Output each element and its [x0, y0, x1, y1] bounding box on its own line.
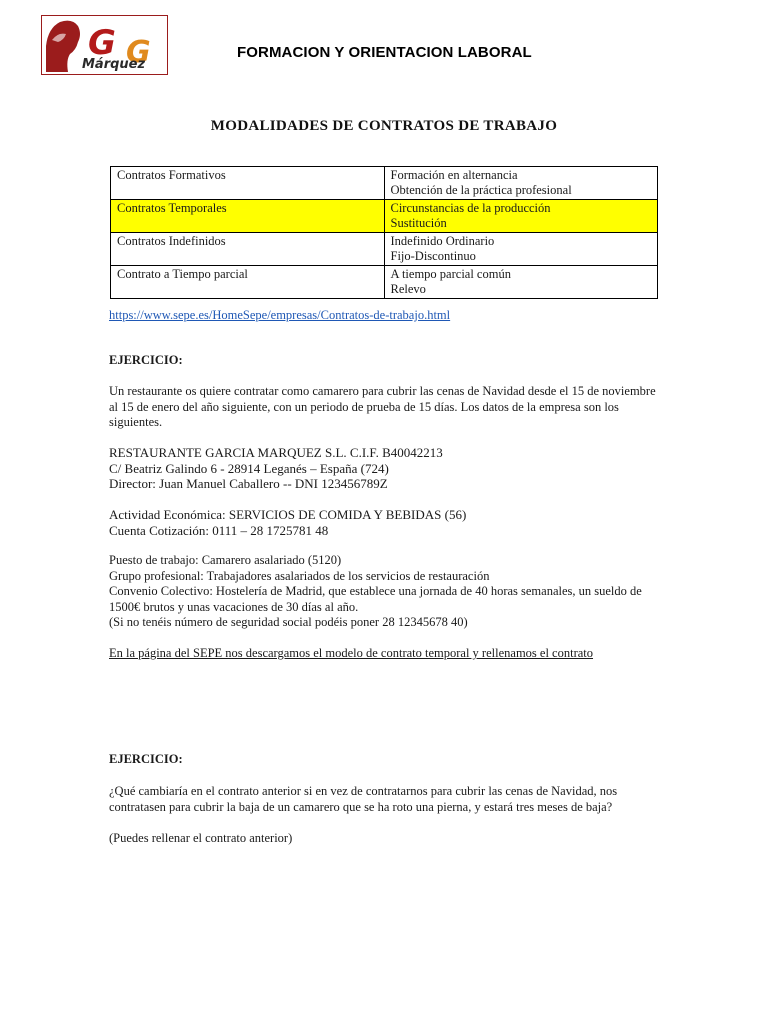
collective-agreement: Convenio Colectivo: Hostelería de Madrid, que establece una jornada de 40 horas semanales, un sueldo de 1500€ brutos y unas vacaciones de 30 días al año.: [109, 584, 642, 614]
table-row: [111, 266, 658, 299]
table-cell-type: Contratos Temporales: [111, 200, 385, 233]
company-name: RESTAURANTE GARCIA MARQUEZ S.L. C.I.F. B40042213: [109, 445, 443, 460]
company-address: C/ Beatriz Galindo 6 - 28914 Leganés – España (724): [109, 460, 389, 476]
sepe-link[interactable]: https://www.sepe.es/HomeSepe/empresas/Contratos-de-trabajo.html: [109, 308, 451, 322]
social-security-note: (Si no tenéis número de seguridad social podéis poner 28 12345678 40): [109, 615, 468, 630]
svg-text:G: G: [126, 35, 151, 70]
table-row: [111, 167, 658, 200]
svg-text:G: G: [88, 23, 116, 63]
table-row: [111, 233, 658, 266]
economic-activity: Actividad Económica: SERVICIOS DE COMIDA Y BEBIDAS (56): [109, 507, 467, 522]
school-logo: [41, 15, 168, 75]
contract-types-table: [110, 166, 658, 299]
exercise-2-question: ¿Qué cambiaría en el contrato anterior si en vez de contratarnos para cubrir las cenas de Navidad, nos contratasen para cubrir la baja de un camarero que se ha roto una pierna, y estará tres meses de baja?: [109, 784, 618, 814]
table-row-highlighted: [111, 200, 658, 233]
professional-group: Grupo profesional: Trabajadores asalariados de los servicios de restauración: [109, 568, 490, 583]
table-cell-type: Contratos Indefinidos: [111, 233, 385, 266]
table-cell-modalities: Formación en alternancia Obtención de la práctica profesional: [384, 167, 658, 200]
exercise-1-instruction: En la página del SEPE nos descargamos el modelo de contrato temporal y rellenamos el contrato: [109, 646, 594, 660]
activity-block: [109, 507, 661, 538]
header-title: FORMACION Y ORIENTACION LABORAL: [237, 44, 532, 61]
exercise-2-heading: EJERCICIO:: [109, 752, 183, 766]
logo-ies-text: IES: [71, 26, 81, 42]
job-block: [109, 553, 661, 631]
exercise-1-intro: Un restaurante os quiere contratar como camarero para cubrir las cenas de Navidad desde el 15 de noviembre al 15 de enero del año siguiente, con un periodo de prueba de 15 días. Los datos de la empresa son los siguientes.: [109, 384, 656, 430]
contribution-account: Cuenta Cotización: 0111 – 28 1725781 48: [109, 522, 329, 538]
exercise-2-note: (Puedes rellenar el contrato anterior): [109, 831, 293, 845]
company-director: Director: Juan Manuel Caballero -- DNI 123456789Z: [109, 476, 388, 492]
logo-name-text: Márquez: [82, 57, 146, 72]
logo-graphic: [42, 16, 167, 74]
table-cell-type: Contratos Formativos: [111, 167, 385, 200]
exercise-1-heading: EJERCICIO:: [109, 353, 183, 367]
company-block: [109, 445, 661, 492]
table-cell-modalities: Circunstancias de la producción Sustitución: [384, 200, 658, 233]
job-position: Puesto de trabajo: Camarero asalariado (5120): [109, 553, 342, 567]
document-title: MODALIDADES DE CONTRATOS DE TRABAJO: [210, 118, 558, 134]
table-cell-modalities: Indefinido Ordinario Fijo-Discontinuo: [384, 233, 658, 266]
table-cell-type: Contrato a Tiempo parcial: [111, 266, 385, 299]
table-cell-modalities: A tiempo parcial común Relevo: [384, 266, 658, 299]
